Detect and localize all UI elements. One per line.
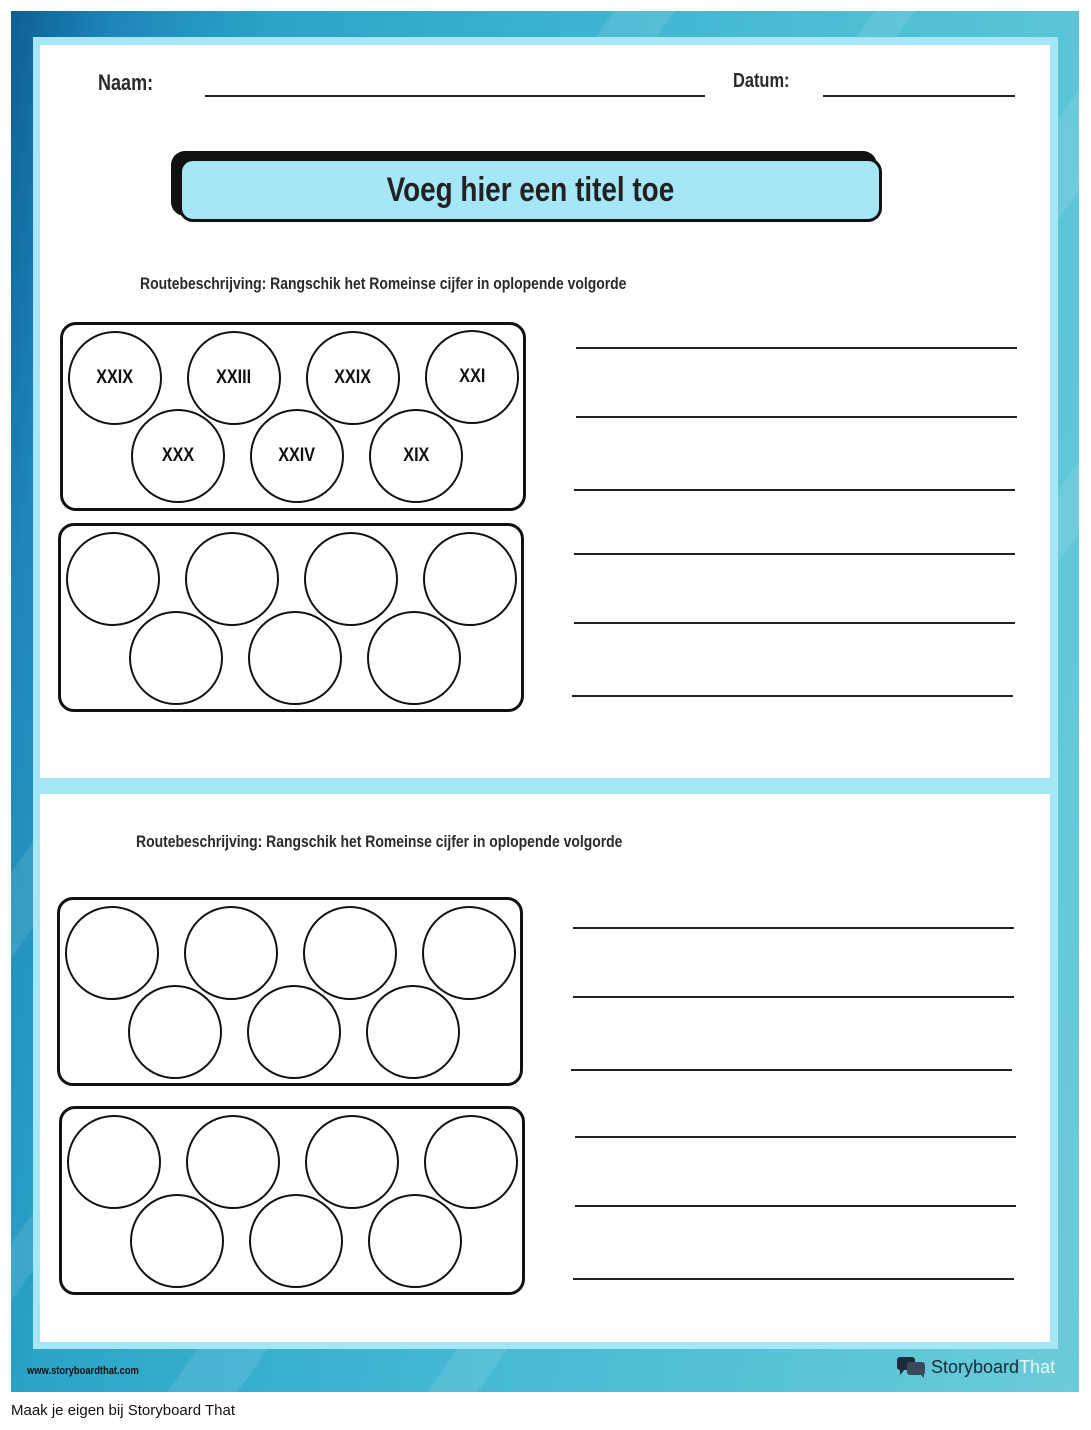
answer-circle[interactable] (67, 1115, 161, 1209)
numeral-circle (425, 330, 519, 424)
answer-circle-box (59, 1106, 525, 1295)
answer-circle[interactable] (305, 1115, 399, 1209)
roman-numeral: XXIX (334, 367, 372, 388)
page-title: Voeg hier een titel toe (386, 170, 675, 209)
roman-numeral: XXIV (278, 445, 316, 466)
title-banner[interactable] (179, 158, 882, 222)
date-field-line[interactable] (823, 95, 1015, 97)
answer-circle[interactable] (249, 1194, 343, 1288)
answer-line[interactable] (575, 1205, 1016, 1207)
answer-circle[interactable] (186, 1115, 280, 1209)
answer-circle[interactable] (65, 906, 159, 1000)
answer-circle[interactable] (424, 1115, 518, 1209)
roman-numeral: XXX (161, 445, 195, 466)
answer-line[interactable] (576, 416, 1017, 418)
storyboardthat-logo[interactable] (896, 1354, 1055, 1380)
speech-bubbles-icon (896, 1355, 926, 1379)
answer-circle[interactable] (367, 611, 461, 705)
answer-line[interactable] (572, 695, 1013, 697)
caption[interactable]: Maak je eigen bij Storyboard That (11, 1402, 236, 1419)
name-label: Naam: (98, 70, 154, 95)
answer-line[interactable] (575, 1136, 1016, 1138)
answer-circle[interactable] (128, 985, 222, 1079)
numeral-circle (68, 331, 162, 425)
answer-circle[interactable] (184, 906, 278, 1000)
answer-circle[interactable] (366, 985, 460, 1079)
roman-numeral: XXIII (216, 367, 252, 388)
answer-circle[interactable] (423, 532, 517, 626)
answer-line[interactable] (573, 1278, 1014, 1280)
numeral-box (60, 322, 526, 511)
section-directions: Routebeschrijving: Rangschik het Romeinse cijfer in oplopende volgorde (140, 274, 627, 293)
roman-numeral: XXIX (96, 367, 134, 388)
name-field-line[interactable] (205, 95, 705, 97)
answer-circle[interactable] (129, 611, 223, 705)
answer-line[interactable] (576, 347, 1017, 349)
answer-line[interactable] (571, 1069, 1012, 1071)
numeral-circle (306, 331, 400, 425)
answer-circle[interactable] (248, 611, 342, 705)
logo-text-secondary: That (1019, 1356, 1056, 1377)
answer-line[interactable] (574, 622, 1015, 624)
answer-line[interactable] (573, 927, 1014, 929)
logo-text-primary: Storyboard (931, 1356, 1020, 1377)
answer-circle[interactable] (247, 985, 341, 1079)
answer-circle-box (57, 897, 523, 1086)
numeral-circle (131, 409, 225, 503)
roman-numeral: XIX (402, 445, 430, 466)
logo-text (931, 1357, 1055, 1378)
footer-url[interactable]: www.storyboardthat.com (27, 1365, 139, 1377)
answer-circle[interactable] (368, 1194, 462, 1288)
answer-line[interactable] (573, 996, 1014, 998)
numeral-circle (187, 331, 281, 425)
answer-circle[interactable] (66, 532, 160, 626)
answer-circle-box (58, 523, 524, 712)
numeral-circle (250, 409, 344, 503)
answer-circle[interactable] (185, 532, 279, 626)
answer-circle[interactable] (422, 906, 516, 1000)
numeral-circle (369, 409, 463, 503)
answer-line[interactable] (574, 553, 1015, 555)
date-label: Datum: (733, 70, 790, 92)
section-directions: Routebeschrijving: Rangschik het Romeinse cijfer in oplopende volgorde (136, 832, 623, 851)
answer-circle[interactable] (303, 906, 397, 1000)
answer-line[interactable] (574, 489, 1015, 491)
answer-circle[interactable] (130, 1194, 224, 1288)
roman-numeral: XXI (458, 366, 486, 387)
answer-circle[interactable] (304, 532, 398, 626)
